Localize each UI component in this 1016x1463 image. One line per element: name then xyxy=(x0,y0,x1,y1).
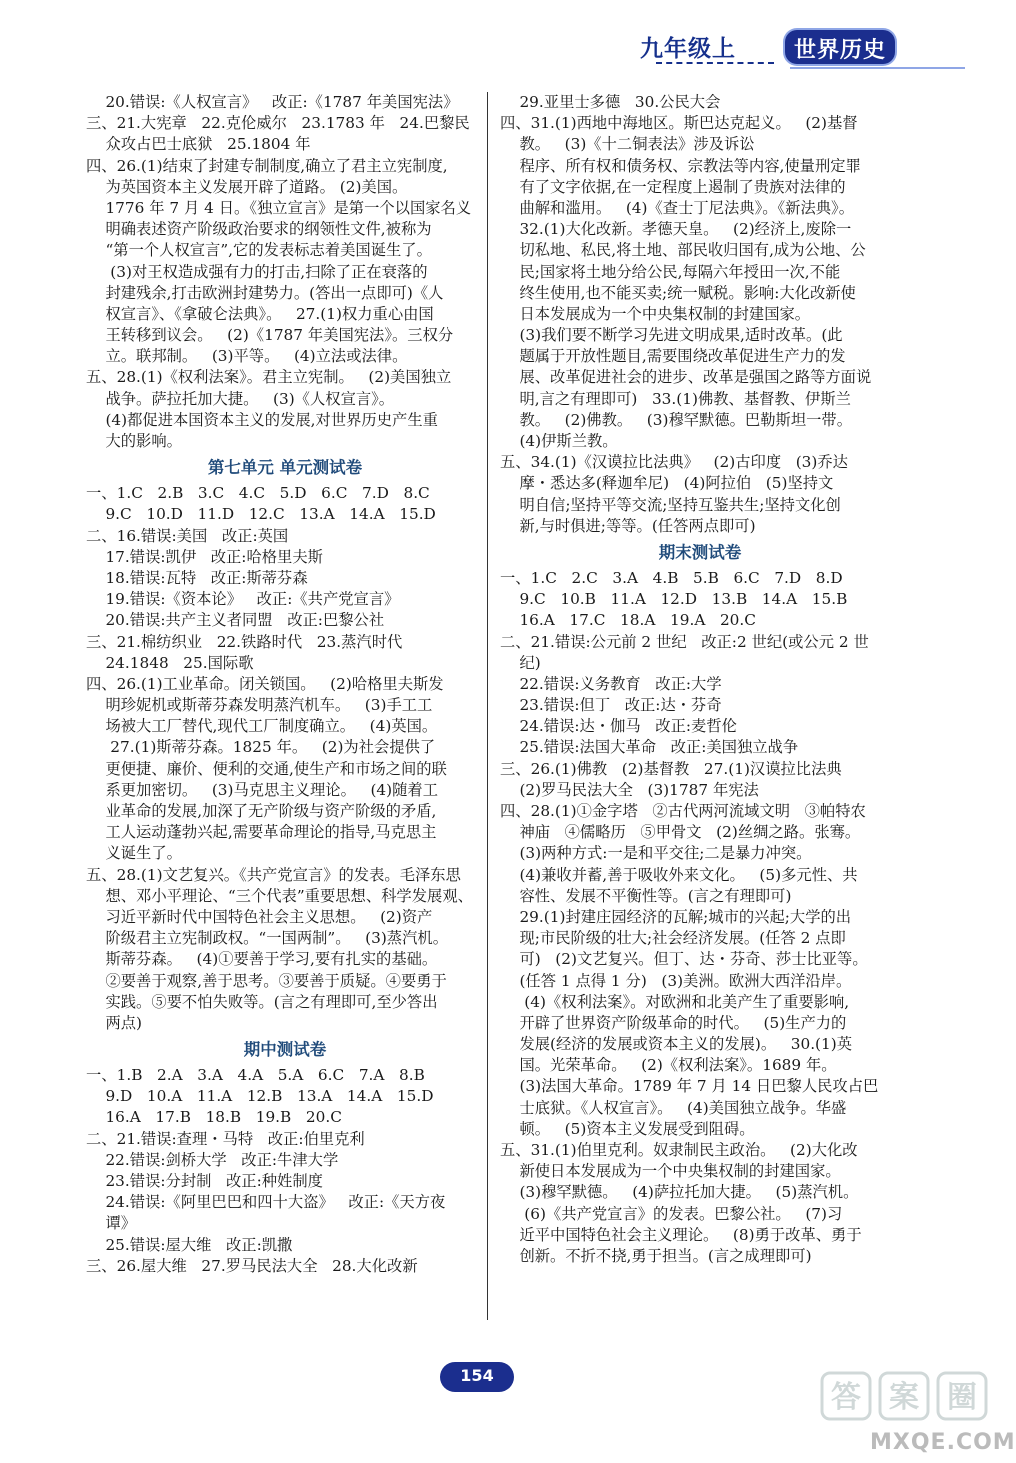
answer-line: 29.亚里士多德 30.公民大会 xyxy=(500,93,721,111)
answer-line: 程序、所有权和债务权、宗教法等内容,使量刑定罪 xyxy=(500,156,861,175)
answer-line: 题属于开放性题目,需要围绕改革促进生产力的发 xyxy=(500,347,846,366)
answer-line: 业革命的发展,加深了无产阶级与资产阶级的矛盾, xyxy=(86,802,437,820)
answer-line: (4)兼收并蓄,善于吸收外来文化。 (5)多元性、共 xyxy=(500,865,858,884)
answer-line: 民;国家将土地分给公民,每隔六年授田一次,不能 xyxy=(500,262,841,281)
answer-line: 三、26.(1)佛教 (2)基督教 27.(1)汉谟拉比法典 xyxy=(500,759,842,778)
answer-line: 23.错误:但丁 改正:达・芬奇 xyxy=(500,696,722,715)
column-divider xyxy=(487,92,488,1320)
answer-line: 权宣言》、《拿破仑法典》。 27.(1)权力重心由国 xyxy=(86,304,434,323)
watermark-char-1: 答 xyxy=(831,1380,861,1415)
answer-line: 25.错误:屋大维 改正:凯撒 xyxy=(86,1235,293,1254)
answer-line: 斯蒂芬森。 (4)①要善于学习,要有扎实的基础。 xyxy=(86,950,438,969)
answer-line: 24.错误:达・伽马 改正:麦哲伦 xyxy=(500,717,737,736)
answer-line: 五、34.(1)《汉谟拉比法典》 (2)古印度 (3)乔达 xyxy=(500,453,848,472)
answer-line: 四、26.(1)工业革命。闭关锁国。 (2)哈格里夫斯发 xyxy=(86,674,444,693)
watermark-char-2: 案 xyxy=(889,1380,919,1415)
answer-line: 想、邓小平理论、“三个代表”重要思想、科学发展观、 xyxy=(86,886,473,905)
page-header xyxy=(0,0,1000,72)
answer-line: (3)对王权造成强有力的打击,扫除了正在衰落的 xyxy=(86,262,428,281)
answer-line: 展、改革促进社会的进步、改革是强国之路等方面说 xyxy=(500,368,872,387)
answer-line: 20.错误:共产主义者同盟 改正:巴黎公社 xyxy=(86,611,385,630)
section-heading: 期末测试卷 xyxy=(658,542,742,562)
answer-line: 顿。 (5)资本主义发展受到阻碍。 xyxy=(500,1119,755,1138)
answer-line: 9.C 10.D 11.D 12.C 13.A 14.A 15.D xyxy=(86,505,436,524)
answer-line: 系更加密切。 (3)马克思主义理论。 (4)随着工 xyxy=(86,780,439,799)
answer-line: 立。联邦制。 (3)平等。 (4)立法或法律。 xyxy=(86,347,408,366)
answer-line: (3)法国大革命。1789 年 7 月 14 日巴黎人民攻占巴 xyxy=(500,1077,879,1096)
answer-line: 谭》 xyxy=(86,1214,137,1233)
answer-line: (6)《共产党宣言》的发表。巴黎公社。 (7)习 xyxy=(500,1204,843,1223)
answer-line: 三、26.屋大维 27.罗马民法大全 28.大化改新 xyxy=(86,1256,418,1275)
right-column xyxy=(500,92,900,1267)
answer-line: 二、21.错误:查理・马特 改正:伯里克利 xyxy=(86,1129,365,1148)
answer-line: 二、16.错误:美国 改正:英国 xyxy=(86,526,289,545)
answer-line: 29.(1)封建庄园经济的瓦解;城市的兴起;大学的出 xyxy=(500,907,852,926)
section-heading: 第七单元 单元测试卷 xyxy=(207,458,363,478)
answer-line: 士底狱。《人权宣言》。 (4)美国独立战争。华盛 xyxy=(500,1098,847,1117)
answer-line: 16.A 17.B 18.B 19.B 20.C xyxy=(86,1108,342,1127)
answer-line: 为英国资本主义发展开辟了道路。 (2)美国。 xyxy=(86,177,408,196)
answer-line: (3)两种方式:一是和平交往;二是暴力冲突。 xyxy=(500,844,812,863)
answer-line: 教。 (2)佛教。 (3)穆罕默德。巴勒斯坦一带。 xyxy=(500,410,853,429)
answer-line: 开辟了世界资产阶级革命的时代。 (5)生产力的 xyxy=(500,1013,847,1032)
answer-line: 一、1.C 2.C 3.A 4.B 5.B 6.C 7.D 8.D xyxy=(500,568,843,587)
answer-line: 明自信;坚持平等交流;坚持互鉴共生;坚持文化创 xyxy=(500,495,841,514)
answer-line: 众攻占巴士底狱 25.1804 年 xyxy=(86,135,311,154)
answer-line: 创新。不折不挠,勇于担当。(言之成理即可) xyxy=(500,1246,812,1265)
answer-line: 两点) xyxy=(86,1013,143,1032)
answer-line: 一、1.C 2.B 3.C 4.C 5.D 6.C 7.D 8.C xyxy=(86,484,430,503)
answer-line: 工人运动蓬勃兴起,需要革命理论的指导,马克思主 xyxy=(86,823,437,842)
answer-line: 切私地、私民,将土地、部民收归国有,成为公地、公 xyxy=(500,241,866,260)
answer-line: 23.错误:分封制 改正:种姓制度 xyxy=(86,1172,323,1190)
section-heading: 期中测试卷 xyxy=(243,1040,327,1060)
answer-line: 新,与时俱进;等等。(任答两点即可) xyxy=(500,516,756,535)
answer-line: 明,言之有理即可) 33.(1)佛教、基督教、伊斯兰 xyxy=(500,389,851,408)
answer-line: 现;市民阶级的壮大;社会经济发展。(任答 2 点即 xyxy=(500,929,846,948)
answer-line: 曲解和滥用。 (4)《查士丁尼法典》。《新法典》。 xyxy=(500,198,854,217)
answer-line: 发展(经济的发展或资本主义的发展)。 30.(1)英 xyxy=(500,1035,853,1054)
answer-line: 纪) xyxy=(500,653,541,672)
answer-line: 27.(1)斯蒂芬森。1825 年。 (2)为社会提供了 xyxy=(86,738,436,757)
answer-line: 义诞生了。 xyxy=(86,844,182,863)
answer-line: 可) (2)文艺复兴。但丁、达・芬奇、莎士比亚等。 xyxy=(500,950,868,969)
answer-line: 国。光荣革命。 (2)《权利法案》。1689 年。 xyxy=(500,1056,837,1075)
answer-line: “第一个人权宣言”,它的发表标志着美国诞生了。 xyxy=(86,241,432,260)
header-underline xyxy=(790,67,965,69)
answer-line: 近平中国特色社会主义理论。 (8)勇于改革、勇于 xyxy=(500,1225,862,1244)
answer-line: 更便捷、廉价、便利的交通,使生产和市场之间的联 xyxy=(86,759,447,778)
answer-line: 二、21.错误:公元前 2 世纪 改正:2 世纪(或公元 2 世 xyxy=(500,632,869,651)
answer-line: 18.错误:瓦特 改正:斯蒂芬森 xyxy=(86,568,308,587)
answer-line: 战争。萨拉托加大捷。 (3)《人权宣言》。 xyxy=(86,389,395,408)
answer-line: 17.错误:凯伊 改正:哈格里夫斯 xyxy=(86,547,323,566)
subject-label: 世界历史 xyxy=(793,38,886,63)
answer-line: 20.错误:《人权宣言》 改正:《1787 年美国宪法》 xyxy=(86,93,459,111)
answer-line: 场被大工厂替代,现代工厂制度确立。 (4)英国。 xyxy=(86,717,438,736)
answer-line: 32.(1)大化改新。孝德天皇。 (2)经济上,废除一 xyxy=(500,220,852,239)
answer-line: 明珍妮机或斯蒂芬森发明蒸汽机车。 (3)手工工 xyxy=(86,696,433,715)
answer-line: 王转移到议会。 (2)《1787 年美国宪法》。三权分 xyxy=(86,326,454,345)
answer-line: 大的影响。 xyxy=(86,432,182,450)
answer-line: 终生使用,也不能买卖;统一赋税。影响:大化改新使 xyxy=(500,283,856,302)
answer-line: 三、21.棉纺织业 22.铁路时代 23.蒸汽时代 xyxy=(86,632,403,651)
answer-line: 25.错误:法国大革命 改正:美国独立战争 xyxy=(500,738,799,757)
header-dashed-rule xyxy=(656,62,774,64)
watermark-logo xyxy=(820,1365,990,1425)
answer-line: 新使日本发展成为一个中央集权制的封建国家。 xyxy=(500,1162,841,1181)
watermark-char-3: 圈 xyxy=(947,1380,977,1415)
answer-line: 摩・悉达多(释迦牟尼) (4)阿拉伯 (5)坚持文 xyxy=(500,474,834,493)
answer-line: 四、28.(1)①金字塔 ②古代两河流域文明 ③帕特农 xyxy=(500,802,866,820)
answer-line: 五、31.(1)伯里克利。奴隶制民主政治。 (2)大化改 xyxy=(500,1141,858,1159)
answer-line: 四、26.(1)结束了封建专制制度,确立了君主立宪制度, xyxy=(86,156,448,175)
answer-line: (4)《权利法案》。对欧洲和北美产生了重要影响, xyxy=(500,992,850,1011)
answer-line: 明确表述资产阶级政治要求的纲领性文件,被称为 xyxy=(86,220,432,239)
answer-line: (4)伊斯兰教。 xyxy=(500,432,618,450)
answer-line: 阶级君主立宪制政权。“一国两制”。 (3)蒸汽机。 xyxy=(86,929,448,948)
answer-line: 24.错误:《阿里巴巴和四十大盗》 改正:《天方夜 xyxy=(86,1193,446,1212)
answer-line: 容性、发展不平衡性等。(言之有理即可) xyxy=(500,886,792,905)
page-number: 154 xyxy=(460,1366,494,1385)
answer-line: 四、31.(1)西地中海地区。斯巴达克起义。 (2)基督 xyxy=(500,114,858,133)
answer-line: 一、1.B 2.A 3.A 4.A 5.A 6.C 7.A 8.B xyxy=(86,1066,425,1085)
grade-label: 九年级上 xyxy=(640,36,736,62)
answer-line: 9.C 10.B 11.A 12.D 13.B 14.A 15.B xyxy=(500,590,848,609)
answer-line: 日本发展成为一个中央集权制的封建国家。 xyxy=(500,304,811,323)
answer-line: ②要善于观察,善于思考。③要善于质疑。④要勇于 xyxy=(86,971,447,990)
answer-line: 习近平新时代中国特色社会主义思想。 (2)资产 xyxy=(86,907,433,926)
answer-line: (4)都促进本国资本主义的发展,对世界历史产生重 xyxy=(86,410,438,429)
answer-line: 教。 (3)《十二铜表法》涉及诉讼 xyxy=(500,135,755,154)
answer-line: 神庙 ④儒略历 ⑤甲骨文 (2)丝绸之路。张骞。 xyxy=(500,823,861,842)
answer-line: 24.1848 25.国际歌 xyxy=(86,653,254,672)
left-column xyxy=(86,92,484,1277)
answer-line: 9.D 10.A 11.A 12.B 13.A 14.A 15.D xyxy=(86,1087,434,1106)
answer-line: 实践。⑤要不怕失败等。(言之有理即可,至少答出 xyxy=(86,992,438,1011)
answer-line: 19.错误:《资本论》 改正:《共产党宣言》 xyxy=(86,590,400,609)
answer-line: (3)我们要不断学习先进文明成果,适时改革。(此 xyxy=(500,326,843,345)
answer-line: 16.A 17.C 18.A 19.A 20.C xyxy=(500,611,756,630)
answer-line: (任答 1 点得 1 分) (3)美洲。欧洲大西洋沿岸。 xyxy=(500,971,852,990)
answer-line: 三、21.大宪章 22.克伦威尔 23.1783 年 24.巴黎民 xyxy=(86,114,470,133)
answer-line: 1776 年 7 月 4 日。《独立宣言》是第一个以国家名义 xyxy=(86,198,472,217)
answer-line: (3)穆罕默德。 (4)萨拉托加大捷。 (5)蒸汽机。 xyxy=(500,1183,859,1202)
watermark-domain: MXQE.COM xyxy=(870,1430,1016,1455)
answer-line: 有了文字依据,在一定程度上遏制了贵族对法律的 xyxy=(500,177,846,196)
answer-line: 五、28.(1)文艺复兴。《共产党宣言》的发表。毛泽东思 xyxy=(86,865,461,884)
answer-line: 五、28.(1)《权利法案》。君主立宪制。 (2)美国独立 xyxy=(86,368,452,387)
answer-line: (2)罗马民法大全 (3)1787 年宪法 xyxy=(500,780,759,799)
answer-line: 22.错误:剑桥大学 改正:牛津大学 xyxy=(86,1150,339,1169)
answer-line: 封建残余,打击欧洲封建势力。(答出一点即可)《人 xyxy=(86,283,444,302)
answer-line: 22.错误:义务教育 改正:大学 xyxy=(500,674,722,693)
